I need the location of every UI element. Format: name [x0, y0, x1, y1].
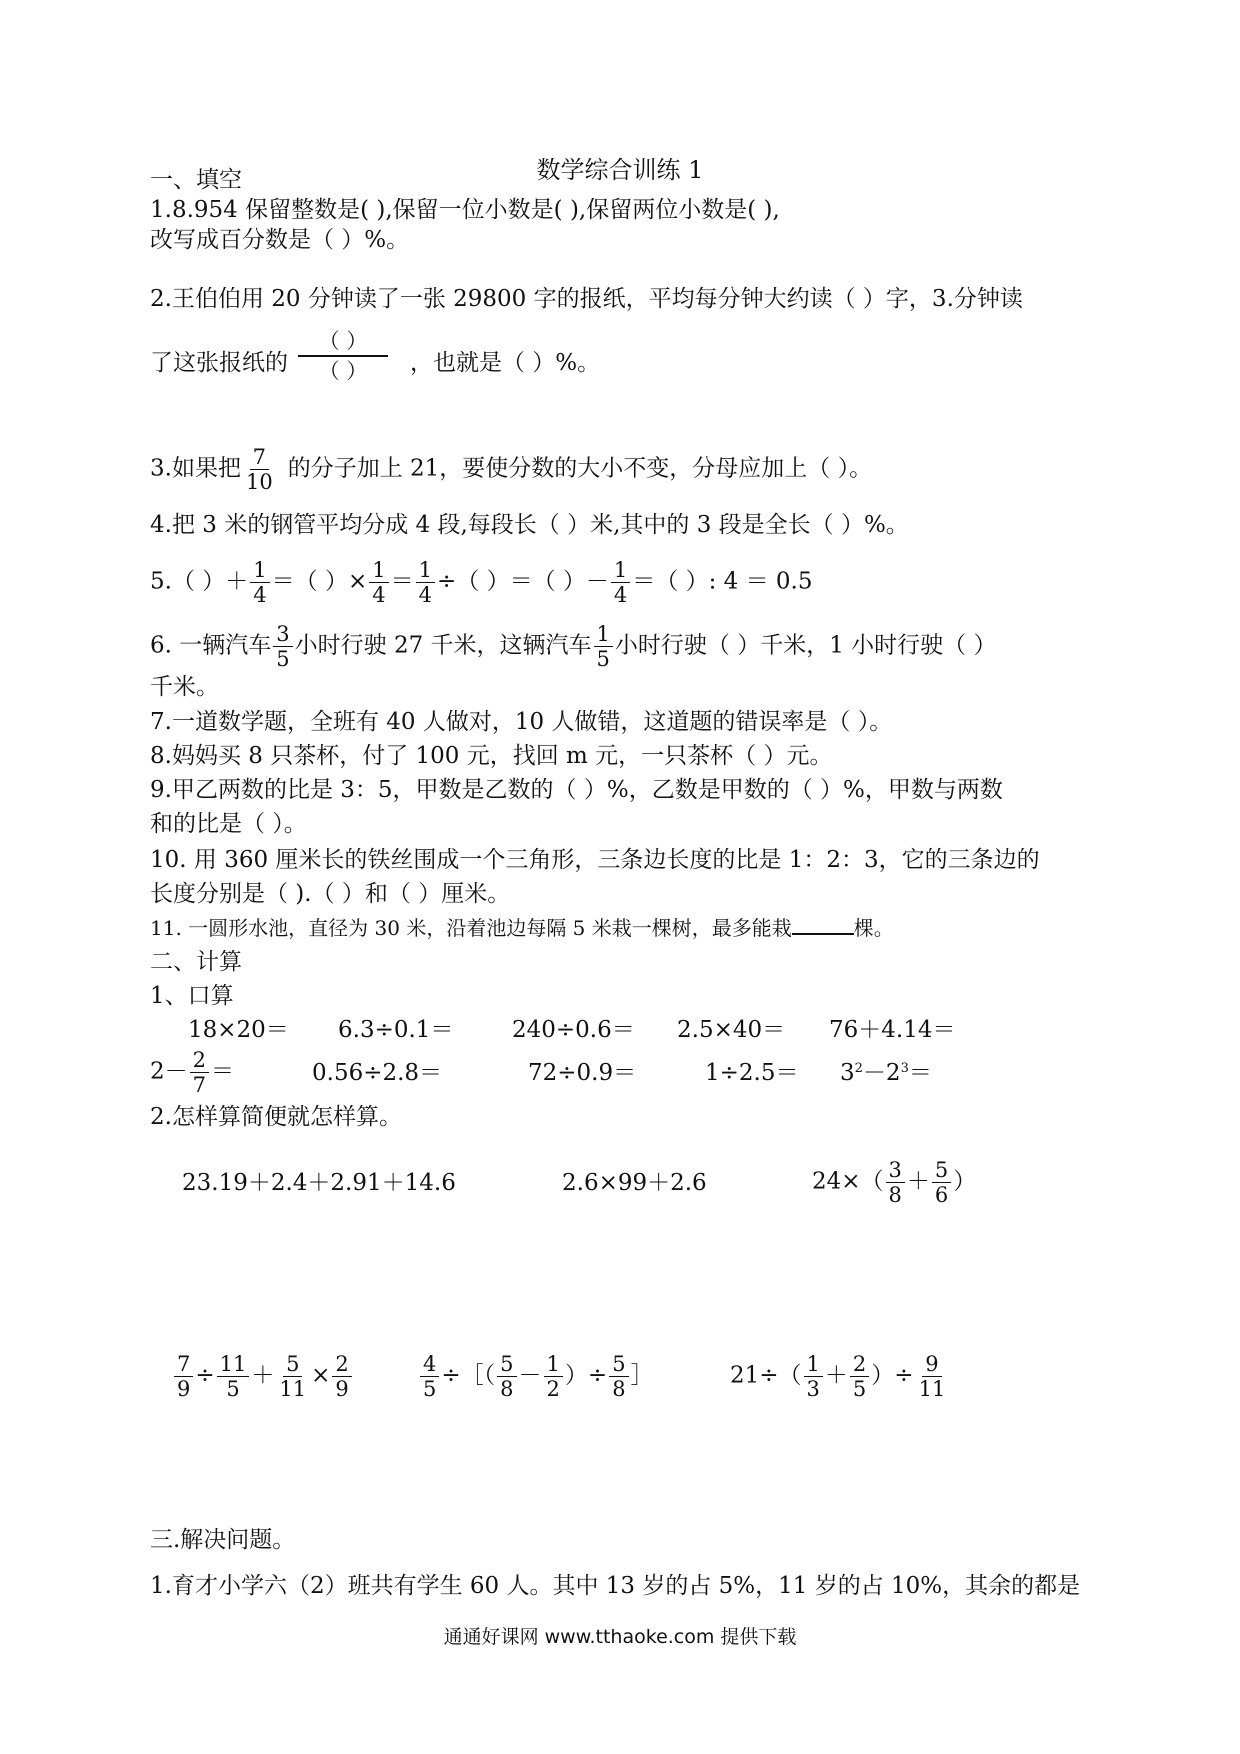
oral-r1-c2: 6.3÷0.1＝ — [338, 1017, 454, 1043]
q2-prefix: 了这张报纸的 — [150, 350, 288, 376]
e4-frac1-den: 9 — [177, 1377, 191, 1401]
simplify-expr2: 2.6×99＋2.6 — [562, 1170, 707, 1196]
q6-a: 6. 一辆汽车 — [150, 632, 272, 659]
q5-frac2-num: 1 — [369, 558, 388, 583]
e4-op1: ÷ — [195, 1362, 215, 1389]
q5-frac3-den: 4 — [418, 583, 432, 607]
q5-frac2-den: 4 — [372, 583, 386, 607]
oral-r2-c5-exp2: 3 — [900, 1061, 909, 1076]
q6-frac1-num: 3 — [273, 622, 292, 647]
e3-frac2 — [932, 1158, 951, 1207]
e5-frac3-den: 2 — [546, 1377, 560, 1401]
section-calculation: 二、计算 — [150, 949, 242, 975]
e6-frac1-den: 3 — [806, 1377, 820, 1401]
q3-den: 10 — [245, 470, 273, 494]
e5-op2: － — [518, 1362, 542, 1389]
e3-pre: 24×（ — [812, 1168, 884, 1195]
q5-c: ＝ — [390, 568, 414, 595]
q3-line — [150, 445, 872, 494]
oral-r2-c5 — [840, 1058, 932, 1088]
e6-op2: ）÷ — [871, 1362, 914, 1389]
e5-frac2-num: 5 — [497, 1352, 516, 1377]
e5-frac4-num: 5 — [609, 1352, 628, 1377]
e5-frac4-den: 8 — [612, 1377, 626, 1401]
e5-op3: ）÷ — [564, 1362, 608, 1389]
oral-r1-c4: 2.5×40＝ — [677, 1017, 786, 1043]
e6-frac3 — [916, 1352, 949, 1401]
q6-b: 小时行驶 27 千米，这辆汽车 — [294, 632, 592, 659]
e3-frac1-num: 3 — [886, 1158, 905, 1183]
q5-e: ＝（ ）: 4 ＝ 0.5 — [632, 568, 813, 595]
oral-r1-c1: 18×20＝ — [188, 1017, 289, 1043]
e4-frac4 — [332, 1352, 351, 1401]
e5-frac4 — [609, 1352, 628, 1401]
oral-r2-c5-c: ＝ — [908, 1060, 932, 1086]
q11-line — [150, 913, 894, 943]
e6-op1: ＋ — [824, 1362, 848, 1389]
oral-r2-c1-num: 2 — [190, 1048, 209, 1073]
e4-frac1 — [174, 1352, 193, 1401]
e6-frac3-num: 9 — [922, 1352, 941, 1377]
oral-r2-c1-pre: 2－ — [150, 1058, 188, 1085]
oral-r2-c5-exp1: 2 — [854, 1061, 863, 1076]
q5-line — [150, 558, 812, 607]
e6-frac1 — [804, 1352, 823, 1401]
e3-frac1-den: 8 — [888, 1183, 902, 1207]
oral-r2-c2: 0.56÷2.8＝ — [312, 1060, 443, 1086]
e4-frac2 — [217, 1352, 250, 1401]
e6-frac3-den: 11 — [918, 1377, 946, 1401]
e4-op3: × — [311, 1362, 331, 1389]
q5-b: ＝（ ）× — [271, 568, 368, 595]
section-problem-solving: 三.解决问题。 — [150, 1527, 296, 1553]
simplify-expr6 — [730, 1352, 950, 1401]
q6-line2: 千米。 — [150, 674, 219, 700]
e6-frac2-den: 5 — [852, 1377, 867, 1401]
section-fill-blank: 一、填空 — [150, 167, 242, 193]
q11-a: 11. 一圆形水池，直径为 30 米，沿着池边每隔 5 米栽一棵树，最多能栽 — [150, 916, 792, 940]
e5-frac1-num: 4 — [420, 1352, 439, 1377]
e3-post: ） — [953, 1168, 977, 1195]
e5-frac2 — [497, 1352, 516, 1401]
q2-suffix: ，也就是（ ）%。 — [410, 350, 601, 376]
oral-r2-c1-post: ＝ — [211, 1058, 235, 1085]
simplify-expr3 — [812, 1158, 976, 1207]
e6-frac2 — [850, 1352, 869, 1401]
q6-frac2-num: 1 — [594, 622, 613, 647]
e3-frac2-den: 6 — [934, 1183, 949, 1207]
q3-num: 7 — [250, 445, 269, 470]
e4-frac2-num: 11 — [217, 1352, 250, 1377]
e5-frac1-den: 5 — [423, 1377, 437, 1401]
q6-c: 小时行驶（ ）千米，1 小时行驶（ ） — [614, 632, 997, 659]
e4-frac3-den: 11 — [279, 1377, 307, 1401]
q9-line1: 9.甲乙两数的比是 3：5，甲数是乙数的（ ）%，乙数是甲数的（ ）%，甲数与两数 — [150, 777, 1003, 803]
e4-frac2-den: 5 — [226, 1377, 240, 1401]
q4-line: 4.把 3 米的钢管平均分成 4 段,每段长（ ）米,其中的 3 段是全长（ ）%。 — [150, 512, 909, 538]
e4-frac1-num: 7 — [174, 1352, 193, 1377]
q1-line1: 1.8.954 保留整数是( ),保留一位小数是( ),保留两位小数是( ), — [150, 197, 780, 223]
e3-frac1 — [886, 1158, 905, 1207]
e4-frac4-num: 2 — [332, 1352, 351, 1377]
simplify-expr5 — [418, 1352, 654, 1401]
q5-frac3-num: 1 — [416, 558, 435, 583]
simplify-label: 2.怎样算简便就怎样算。 — [150, 1104, 402, 1130]
q6-line1 — [150, 622, 996, 671]
q11-b: 棵。 — [853, 916, 894, 940]
e5-frac2-den: 8 — [500, 1377, 514, 1401]
e5-frac3 — [544, 1352, 563, 1401]
e5-frac3-num: 1 — [544, 1352, 563, 1377]
e4-frac4-den: 9 — [335, 1377, 349, 1401]
q5-d: ÷（ ）＝（ ）－ — [436, 568, 609, 595]
e3-frac2-num: 5 — [932, 1158, 951, 1183]
q2-fraction-blank — [298, 327, 388, 385]
oral-r2-c5-b: －2 — [862, 1060, 901, 1086]
q10-line2: 长度分别是（ ).（ ）和（ ）厘米。 — [150, 881, 511, 907]
e5-frac1 — [420, 1352, 439, 1401]
e6-pre: 21÷（ — [730, 1362, 802, 1389]
simplify-expr4 — [172, 1352, 354, 1401]
q5-frac1-den: 4 — [253, 583, 267, 607]
page-title: 数学综合训练 1 — [536, 156, 704, 184]
problem1-line: 1.育才小学六（2）班共有学生 60 人。其中 13 岁的占 5%，11 岁的占 10%，其余的都是 — [150, 1573, 1081, 1599]
oral-label: 1、口算 — [150, 983, 234, 1009]
q5-frac1 — [250, 558, 269, 607]
q5-frac4 — [611, 558, 630, 607]
e5-op1: ÷［（ — [441, 1362, 496, 1389]
e4-op2: ＋ — [251, 1362, 275, 1389]
oral-r2-c3: 72÷0.9＝ — [528, 1060, 637, 1086]
q6-frac1-den: 5 — [276, 647, 290, 671]
q3-text-a: 3.如果把 — [150, 455, 241, 482]
q3-fraction — [243, 445, 276, 494]
e5-post: ］ — [630, 1362, 654, 1389]
q8-line: 8.妈妈买 8 只茶杯，付了 100 元，找回 m 元，一只茶杯（ ）元。 — [150, 743, 833, 769]
e6-frac2-num: 2 — [850, 1352, 869, 1377]
e4-frac3-num: 5 — [283, 1352, 302, 1377]
oral-r1-c3: 240÷0.6＝ — [512, 1017, 635, 1043]
q6-frac1 — [273, 622, 292, 671]
q5-frac2 — [369, 558, 388, 607]
q2-frac-top: （ ） — [298, 327, 388, 357]
q2-frac-bottom: （ ） — [318, 359, 368, 383]
oral-r1-c5: 76＋4.14＝ — [829, 1017, 956, 1043]
q2-line1: 2.王伯伯用 20 分钟读了一张 29800 字的报纸，平均每分钟大约读（ ）字，3.分钟读 — [150, 286, 1023, 312]
oral-r2-c1-den: 7 — [192, 1073, 207, 1097]
q10-line1: 10. 用 360 厘米长的铁丝围成一个三角形，三条边长度的比是 1：2：3，它的三条边的 — [150, 847, 1040, 873]
q3-text-b: 的分子加上 21，要使分数的大小不变，分母应加上（ ）。 — [287, 455, 873, 482]
q5-frac1-num: 1 — [250, 558, 269, 583]
oral-r2-c4: 1÷2.5＝ — [705, 1060, 799, 1086]
oral-r2-c5-a: 3 — [840, 1060, 855, 1086]
q11-answer-blank — [792, 913, 854, 935]
e3-plus: ＋ — [906, 1168, 930, 1195]
q9-line2: 和的比是（ ）。 — [150, 811, 307, 837]
e4-frac3 — [276, 1352, 309, 1401]
q1-line2: 改写成百分数是（ ）%。 — [150, 227, 410, 253]
simplify-expr1: 23.19＋2.4＋2.91＋14.6 — [182, 1170, 456, 1196]
q5-frac4-num: 1 — [611, 558, 630, 583]
oral-r2-c1-frac — [190, 1048, 209, 1097]
q5-frac4-den: 4 — [613, 583, 628, 607]
footer-credit: 通通好课网 www.tthaoke.com 提供下载 — [443, 1626, 797, 1648]
oral-r2-c1 — [150, 1048, 234, 1097]
q5-frac3 — [416, 558, 435, 607]
q6-frac2-den: 5 — [596, 647, 610, 671]
q6-frac2 — [594, 622, 613, 671]
q5-a: 5.（ ）＋ — [150, 568, 249, 595]
q7-line: 7.一道数学题，全班有 40 人做对，10 人做错，这道题的错误率是（ ）。 — [150, 709, 893, 735]
e6-frac1-num: 1 — [804, 1352, 823, 1377]
